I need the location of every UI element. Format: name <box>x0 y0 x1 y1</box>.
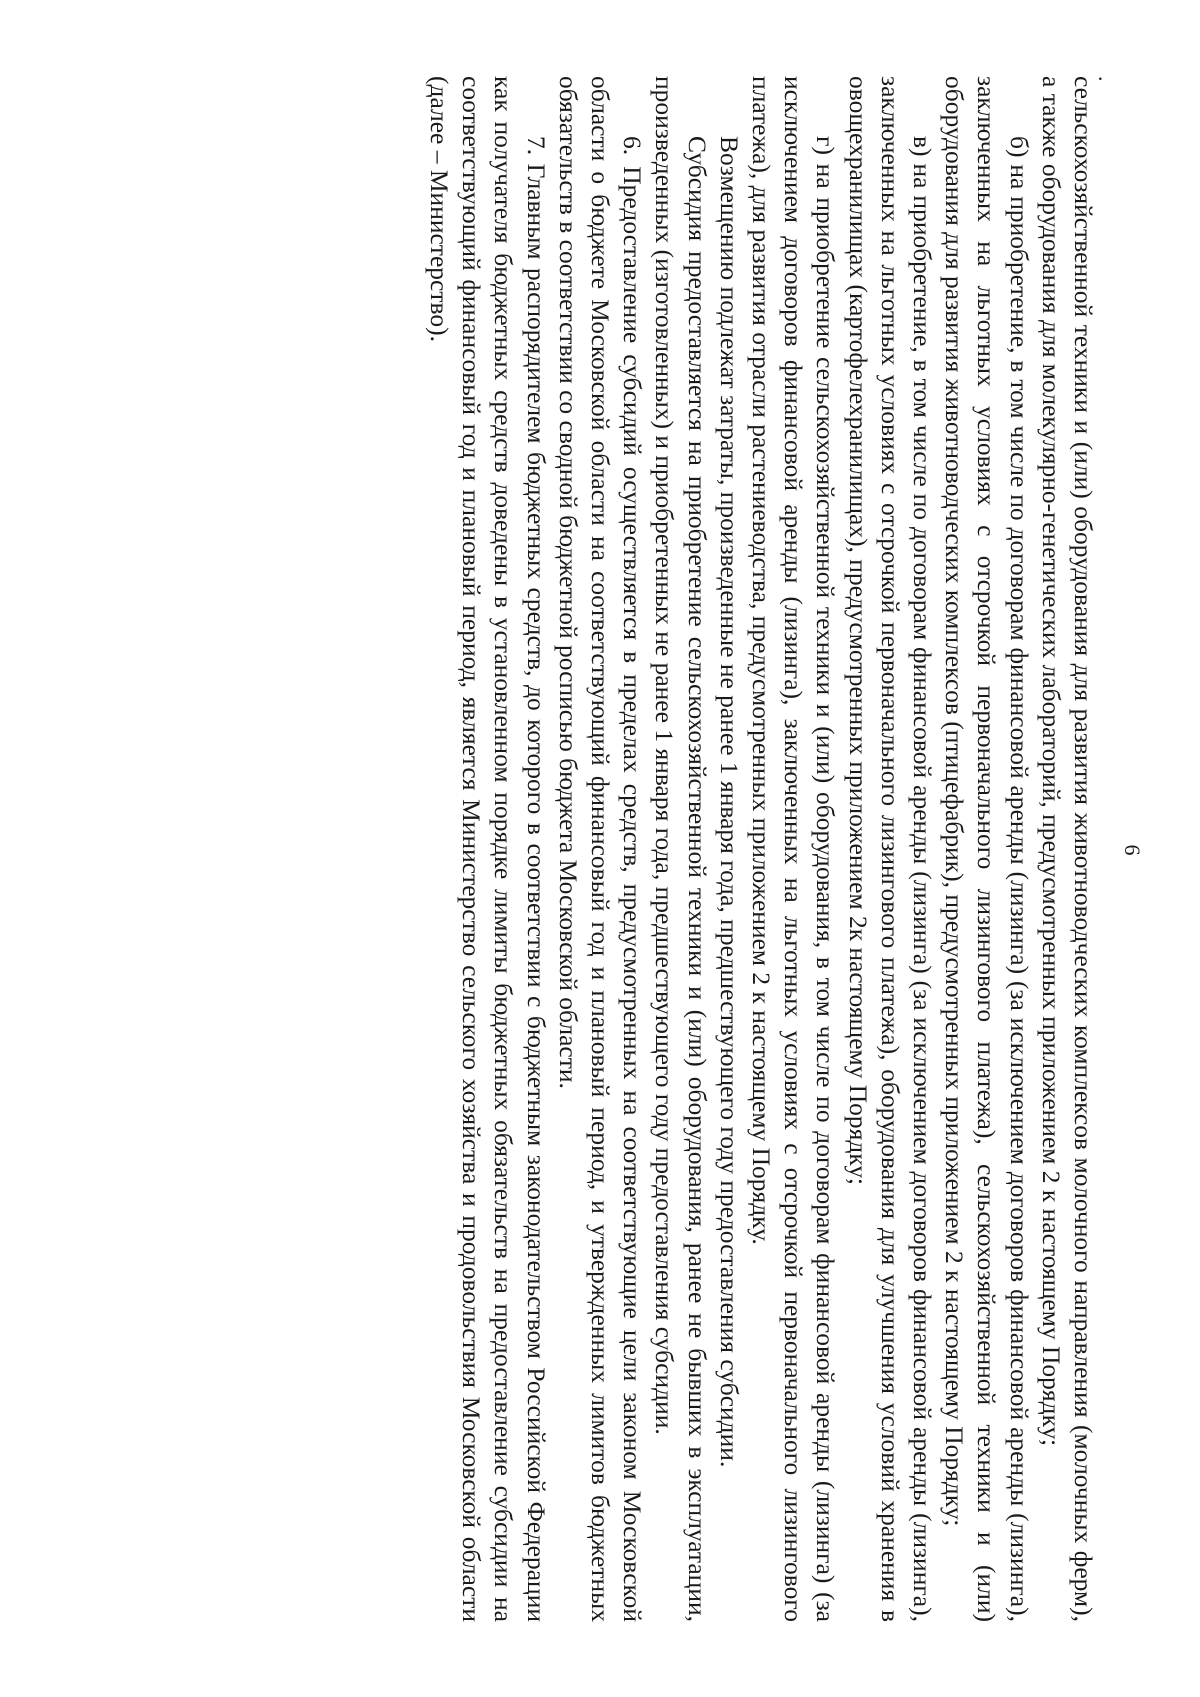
page-number: 6 <box>1120 844 1145 856</box>
rotated-content <box>65 70 1145 1630</box>
paragraph-continuation: сельскохозяйственной техники и (или) оборудования для развития животноводческих комплексов молочного направления (молочных ферм), а также оборудования для молекулярно-генетических лабораторий, предусмотренных приложением 2 к настоящему Порядку; <box>1036 76 1098 1622</box>
paragraph-item-g: г) на приобретение сельскохозяйственной техники и (или) оборудования, в том числе по договорам финансовой аренды (лизинга) (за исключением договоров финансовой аренды (лизинга), заключенных на льготных условиях с отсрочкой первоначального лизингового платежа), для развития отрасли растениеводства, предусмотренных приложением 2 к настоящему Порядку. <box>746 76 841 1622</box>
paragraph-section-6: 6. Предоставление субсидий осуществляется в пределах средств, предусмотренных на соответствующие цели законом Московской области о бюджете Московской области на соответствующий финансовый год и плановый период, и утвержденных лимитов бюджетных обязательств в соответствии со сводной бюджетной росписью бюджета Московской области. <box>553 76 648 1622</box>
paragraph-subsidy-conditions: Субсидия предоставляется на приобретение сельскохозяйственной техники и (или) оборудования, ранее не бывших в эксплуатации, произведенных (изготовленных) и приобретенных не ранее 1 января года, предшествующего году предоставления субсидии. <box>650 76 712 1622</box>
paragraph-item-b: б) на приобретение, в том числе по договорам финансовой аренды (лизинга) (за исключением договоров финансовой аренды (лизинга), заключенных на льготных условиях с отсрочкой первоначального лизингового платежа), сельскохозяйственной техники и (или) оборудования для развития животноводческих комплексов (птицефабрик), предусмотренных приложением 2 к настоящему Порядку; <box>940 76 1034 1622</box>
paragraph-reimbursement: Возмещению подлежат затраты, произведенные не ранее 1 января года, предшествующего году предоставления субсидии. <box>714 136 744 1468</box>
stray-mark: . <box>1094 76 1119 82</box>
body-text <box>423 76 1099 1622</box>
paragraph-item-v: в) на приобретение, в том числе по договорам финансовой аренды (лизинга) (за исключением договоров финансовой аренды (лизинга), заключенных на льготных условиях с отсрочкой первоначального лизингового платежа), оборудования для улучшения условий хранения в овощехранилищах (картофелехранилищах), предусмотренных приложением 2к настоящему Порядку; <box>843 76 937 1622</box>
paragraph-section-7: 7. Главным распорядителем бюджетных средств, до которого в соответствии с бюджетным законодательством Российской Федерации как получателя бюджетных средств доведены в установленном порядке лимиты бюджетных обязательств на предоставление субсидии на соответствующий финансовый год и плановый период, является Министерство сельского хозяйства и продовольствия Московской области (далее – Министерство). <box>424 76 551 1622</box>
